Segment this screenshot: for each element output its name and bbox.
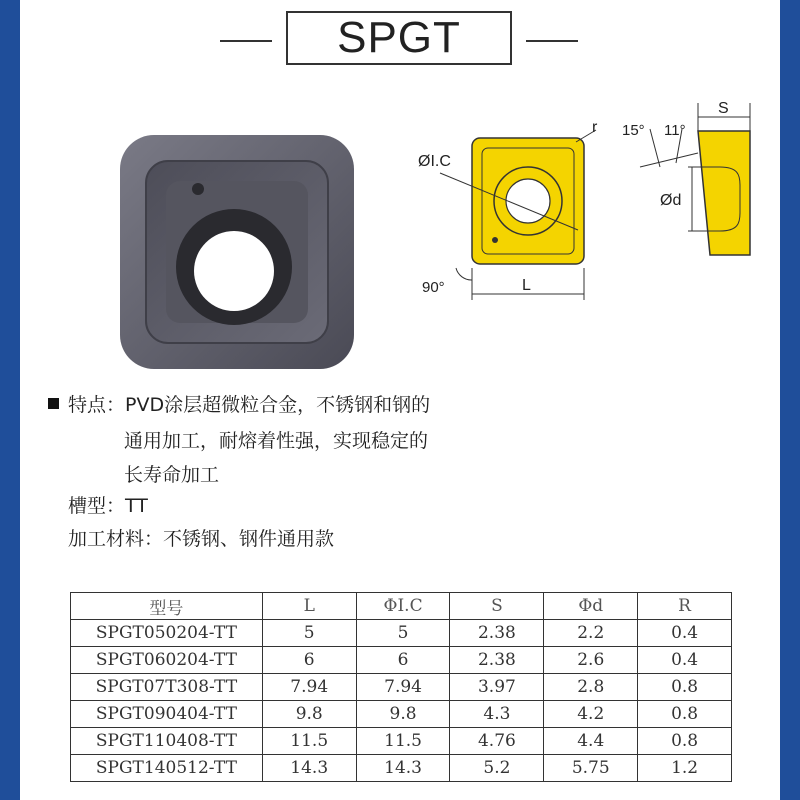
cell-l: 14.3: [262, 755, 356, 782]
work-material: 加工材料：不锈钢、钢件通用款: [68, 528, 335, 550]
cell-s: 4.76: [450, 728, 544, 755]
angle-90-label: 90°: [422, 279, 445, 296]
table-row: [71, 701, 732, 728]
header-r: R: [638, 593, 732, 620]
table-row: [71, 674, 732, 701]
cell-model: SPGT140512-TT: [71, 755, 263, 782]
cell-l: 11.5: [262, 728, 356, 755]
cell-ic: 5: [356, 620, 450, 647]
insert-photo: [118, 133, 356, 371]
s-label: S: [718, 100, 729, 117]
cell-l: 6: [262, 647, 356, 674]
cell-r: 0.4: [638, 647, 732, 674]
angle-15-label: 15°: [622, 122, 645, 139]
cell-ic: 6: [356, 647, 450, 674]
title-rule-left: [220, 40, 272, 42]
table-row: [71, 647, 732, 674]
cell-s: 3.97: [450, 674, 544, 701]
insert-front-diagram: [400, 108, 600, 308]
r-label: r: [592, 119, 598, 136]
cell-r: 0.4: [638, 620, 732, 647]
cell-d: 2.8: [544, 674, 638, 701]
cell-ic: 7.94: [356, 674, 450, 701]
table-row: [71, 755, 732, 782]
insert-side-diagram: [600, 95, 770, 265]
cell-r: 1.2: [638, 755, 732, 782]
feature-line-1: 特点：PVD涂层超微粒合金，不锈钢和钢的: [68, 394, 431, 416]
cell-model: SPGT07T308-TT: [71, 674, 263, 701]
cell-d: 2.2: [544, 620, 638, 647]
header-d: Φd: [544, 593, 638, 620]
cell-model: SPGT060204-TT: [71, 647, 263, 674]
header-model: 型号: [71, 593, 263, 620]
cell-l: 5: [262, 620, 356, 647]
feature-line-3: 长寿命加工: [124, 464, 220, 486]
title-rule-right: [526, 40, 578, 42]
cell-s: 4.3: [450, 701, 544, 728]
bullet-square-icon: [48, 398, 59, 409]
cell-s: 2.38: [450, 647, 544, 674]
header-l: L: [262, 593, 356, 620]
angle-11-label: 11°: [664, 122, 686, 139]
cell-l: 7.94: [262, 674, 356, 701]
spec-table: [70, 592, 732, 782]
cell-d: 5.75: [544, 755, 638, 782]
cell-s: 2.38: [450, 620, 544, 647]
feature-line-2: 通用加工，耐熔着性强，实现稳定的: [124, 430, 429, 452]
cell-r: 0.8: [638, 701, 732, 728]
header-ic: ΦI.C: [356, 593, 450, 620]
cell-s: 5.2: [450, 755, 544, 782]
cell-d: 4.2: [544, 701, 638, 728]
ic-label: ØI.C: [418, 153, 451, 170]
cell-model: SPGT110408-TT: [71, 728, 263, 755]
cell-d: 4.4: [544, 728, 638, 755]
table-row: [71, 620, 732, 647]
page-title: SPGT: [286, 11, 512, 65]
cell-ic: 9.8: [356, 701, 450, 728]
table-row: [71, 728, 732, 755]
cell-r: 0.8: [638, 674, 732, 701]
cell-model: SPGT090404-TT: [71, 701, 263, 728]
cell-model: SPGT050204-TT: [71, 620, 263, 647]
product-page: [20, 0, 780, 800]
cell-ic: 11.5: [356, 728, 450, 755]
cell-ic: 14.3: [356, 755, 450, 782]
table-header-row: [71, 593, 732, 620]
d-label: Ød: [660, 192, 682, 209]
length-label: L: [522, 277, 531, 294]
cell-r: 0.8: [638, 728, 732, 755]
groove-type: 槽型：TT: [68, 495, 148, 517]
header-s: S: [450, 593, 544, 620]
cell-d: 2.6: [544, 647, 638, 674]
cell-l: 9.8: [262, 701, 356, 728]
